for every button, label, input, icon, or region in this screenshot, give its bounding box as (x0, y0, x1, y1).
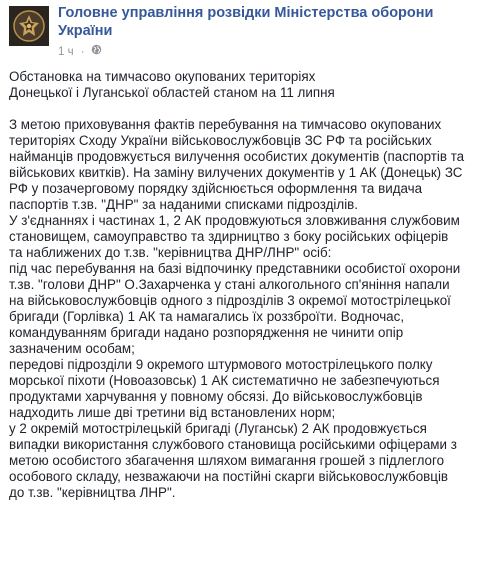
page-avatar[interactable] (9, 6, 49, 46)
post-body-line: У з'єднаннях і частинах 1, 2 АК продовжуються зловживання службовим (9, 213, 460, 228)
post-body-line: бригади (Горлівка) 1 АК та намагались їх роззброїти. Водночас, (9, 309, 405, 324)
post-body-line: передові підрозділи 9 окремого штурмового мотострілецького полку (9, 357, 433, 372)
post-header (9, 6, 479, 62)
post-body-line: продуктами харчування у повному обсязі. До військовослужбовців (9, 389, 423, 404)
post-text (9, 69, 479, 501)
post-title-line: Донецької і Луганської областей станом на 11 липня (9, 85, 335, 100)
post-body-line: найманців продовжується вилучення особистих документів (паспортів та (9, 149, 465, 164)
post-body-line: до т.зв. "керівництва ЛНР". (9, 485, 176, 500)
gur-emblem-icon (9, 6, 49, 46)
post-meta (58, 44, 102, 58)
globe-icon[interactable] (91, 44, 102, 59)
post-body-line: т.зв. "голови ДНР" О.Захарченка у стані алкогольного сп'яніння напали (9, 277, 450, 292)
post-body-line: територіях Сходу України військовослужбовців ЗС РФ та російських (9, 133, 432, 148)
post-body-line: надходить лише дві третини від встановлених норм; (9, 405, 336, 420)
post-body-line: РФ у позачерговому порядку здійснюється оформлення та видача (9, 181, 423, 196)
post-body-line: на військовослужбовців одного з підрозділів 3 окремої мотострілецької (9, 293, 451, 308)
post-body-line: паспортів т.зв. "ДНР" за наданими списками підрозділів. (9, 197, 359, 212)
post-body (9, 117, 479, 501)
post-body-line: та наближених до т.зв. "керівництва ДНР/ЛНР" осіб: (9, 245, 332, 260)
post-body-line: зазначеним особам; (9, 341, 135, 356)
post-body-line: випадки використання службового становища російськими офіцерами з (9, 437, 457, 452)
post-body-line: З метою приховування фактів перебування на тимчасово окупованих (9, 117, 442, 132)
meta-separator: · (80, 45, 85, 58)
post-body-line: військових квитків). На заміну вилучених документів у 1 АК (Донецьк) ЗС (9, 165, 463, 180)
post-body-line: морської піхоти (Новоазовськ) 1 АК систематично не забезпечуються (9, 373, 440, 388)
post-body-line: командуванням бригади надано розпорядження не чинити опір (9, 325, 404, 340)
post-title (9, 69, 479, 101)
post-body-line: становищем, самоуправство та здирництво з боку російських офіцерів (9, 229, 449, 244)
post-timestamp[interactable]: 1 ч (58, 45, 74, 58)
post-body-line: під час перебування на базі відпочинку представники особистої охорони (9, 261, 461, 276)
page-name-link[interactable]: Головне управління розвідки Міністерства оборони України (58, 5, 434, 39)
post-body-line: особового складу, незважаючи на постійні скарги військовослужбовців (9, 469, 449, 484)
post-body-line: у 2 окремій мотострілецькій бригаді (Луганськ) 2 АК продовжується (9, 421, 427, 436)
post-body-line: метою особистого збагачення шляхом вимагання грошей з підлеглого (9, 453, 445, 468)
post-title-line: Обстановка на тимчасово окупованих територіях (9, 69, 316, 84)
